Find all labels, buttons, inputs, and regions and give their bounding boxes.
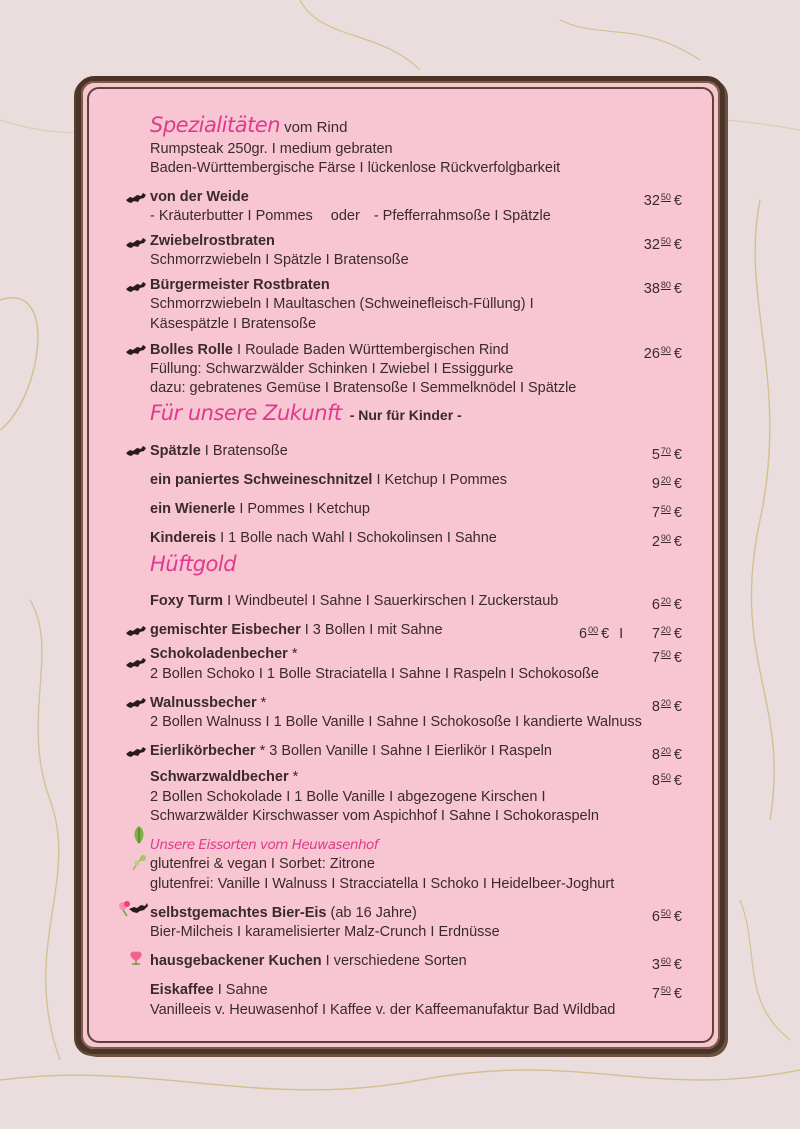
item-biereis-price: $6^{50}$ € xyxy=(651,908,682,925)
item-wienerle-price: $7^{50}$ € xyxy=(651,504,682,521)
item-schwarzwald-price: $8^{50}$ € xyxy=(651,772,682,789)
item-spaetzle-name: Spätzle I Bratensoße xyxy=(150,443,288,459)
leaf-icon xyxy=(131,825,147,845)
item-schnitzel-name: ein paniertes Schweineschnitzel I Ketchup I Pommes xyxy=(150,472,508,488)
item-eiskaffee-price: $7^{50}$ € xyxy=(651,985,682,1002)
item-schwarzwald-name: Schwarzwaldbecher * xyxy=(150,769,299,785)
item-eierlikoer-name: Eierlikörbecher * 3 Bollen Vanille I Sahne I Eierlikör I Raspeln xyxy=(150,743,552,759)
lion-icon xyxy=(125,444,147,458)
item-eierlikoer-price: $8^{20}$ € xyxy=(651,746,682,763)
item-bolles-desc-2: dazu: gebratenes Gemüse I Bratensoße I Semmelknödel I Spätzle xyxy=(150,380,577,396)
item-biereis-desc: Bier-Milcheis I karamelisierter Malz-Crunch I Erdnüsse xyxy=(150,924,500,940)
flower-icon xyxy=(127,950,145,966)
item-kindereis-name: Kindereis I 1 Bolle nach Wahl I Schokolinsen I Sahne xyxy=(150,530,497,546)
section-eissorten: Unsere Eissorten vom Heuwasenhof xyxy=(150,837,379,853)
section-title: Für unsere Zukunft xyxy=(150,401,342,425)
item-kindereis-price: $2^{90}$ € xyxy=(651,533,682,550)
item-gemischt-name: gemischter Eisbecher I 3 Bollen I mit Sahne xyxy=(150,622,443,638)
item-bolles-desc-1: Füllung: Schwarzwälder Schinken I Zwiebel I Essiggurke xyxy=(150,361,514,377)
item-gemischt-price: $7^{20}$ € xyxy=(651,625,682,642)
item-eiskaffee-desc: Vanilleeis v. Heuwasenhof I Kaffee v. der Kaffeemanufaktur Bad Wildbad xyxy=(150,1002,616,1018)
lion-icon xyxy=(125,191,147,205)
item-zwiebel-name: Zwiebelrostbraten xyxy=(150,233,275,249)
item-walnuss-name: Walnussbecher * xyxy=(150,695,267,711)
section-title: Hüftgold xyxy=(150,552,237,576)
item-bolles-name: Bolles Rolle I Roulade Baden Württembergischen Rind xyxy=(150,342,509,358)
section-subtitle: vom Rind xyxy=(284,119,348,136)
lion-icon xyxy=(125,745,147,759)
section-title: Spezialitäten xyxy=(150,113,281,137)
item-bolles-price: $26^{90}$ € xyxy=(643,345,682,362)
item-schwarzwald-desc-1: 2 Bollen Schokolade I 1 Bolle Vanille I abgezogene Kirschen I xyxy=(150,789,546,805)
item-walnuss-desc: 2 Bollen Walnuss I 1 Bolle Vanille I Sahne I Schokosoße I kandierte Walnuss xyxy=(150,714,642,730)
item-eiskaffee-name: Eiskaffee I Sahne xyxy=(150,982,268,998)
item-zwiebel-price: $32^{50}$ € xyxy=(643,236,682,253)
flower-icon xyxy=(129,852,149,872)
lion-icon xyxy=(125,343,147,357)
item-spaetzle-price: $5^{70}$ € xyxy=(651,446,682,463)
eissorten-line-2: glutenfrei: Vanille I Walnuss I Stracciatella I Schoko I Heidelbeer-Joghurt xyxy=(150,876,615,892)
spezial-line-1: Rumpsteak 250gr. I medium gebraten xyxy=(150,141,393,157)
item-weide-desc: - Kräuterbutter I Pommes oder - Pfefferrahmsoße I Spätzle xyxy=(150,208,551,224)
item-buerger-price: $38^{80}$ € xyxy=(643,280,682,297)
item-kuchen-name: hausgebackener Kuchen I verschiedene Sorten xyxy=(150,953,467,969)
lion-icon xyxy=(125,236,147,250)
item-schoko-price: $7^{50}$ € xyxy=(651,649,682,666)
item-schoko-desc: 2 Bollen Schoko I 1 Bolle Straciatella I Sahne I Raspeln I Schokosoße xyxy=(150,666,599,682)
section-zukunft xyxy=(150,401,462,425)
lion-icon xyxy=(125,656,147,670)
eissorten-line-1: glutenfrei & vegan I Sorbet: Zitrone xyxy=(150,856,375,872)
section-hueftgold xyxy=(150,552,237,576)
item-buerger-desc-1: Schmorrzwiebeln I Maultaschen (Schweinefleisch-Füllung) I xyxy=(150,296,534,312)
item-walnuss-price: $8^{20}$ € xyxy=(651,698,682,715)
item-biereis-name: selbstgemachtes Bier-Eis (ab 16 Jahre) xyxy=(150,905,417,921)
item-gemischt-price-small: $6^{00}$ € I xyxy=(579,625,624,642)
lion-icon xyxy=(125,624,147,638)
section-spezialitaeten xyxy=(150,113,348,137)
lion-icon xyxy=(125,280,147,294)
item-buerger-name: Bürgermeister Rostbraten xyxy=(150,277,330,293)
item-schwarzwald-desc-2: Schwarzwälder Kirschwasser vom Aspichhof I Sahne I Schokoraspeln xyxy=(150,808,599,824)
item-kuchen-price: $3^{60}$ € xyxy=(651,956,682,973)
flower-icon xyxy=(117,900,149,918)
item-wienerle-name: ein Wienerle I Pommes I Ketchup xyxy=(150,501,370,517)
item-buerger-desc-2: Käsespätzle I Bratensoße xyxy=(150,316,317,332)
section-subtitle: - Nur für Kinder - xyxy=(349,407,462,423)
item-weide-price: $32^{50}$ € xyxy=(643,192,682,209)
item-schnitzel-price: $9^{20}$ € xyxy=(651,475,682,492)
item-zwiebel-desc: Schmorrzwiebeln I Spätzle I Bratensoße xyxy=(150,252,409,268)
spezial-line-2: Baden-Württembergische Färse I lückenlose Rückverfolgbarkeit xyxy=(150,160,561,176)
item-foxy-name: Foxy Turm I Windbeutel I Sahne I Sauerkirschen I Zuckerstaub xyxy=(150,593,559,609)
item-weide-name: von der Weide xyxy=(150,189,249,205)
item-foxy-price: $6^{20}$ € xyxy=(651,596,682,613)
lion-icon xyxy=(125,696,147,710)
item-schoko-name: Schokoladenbecher * xyxy=(150,646,298,662)
